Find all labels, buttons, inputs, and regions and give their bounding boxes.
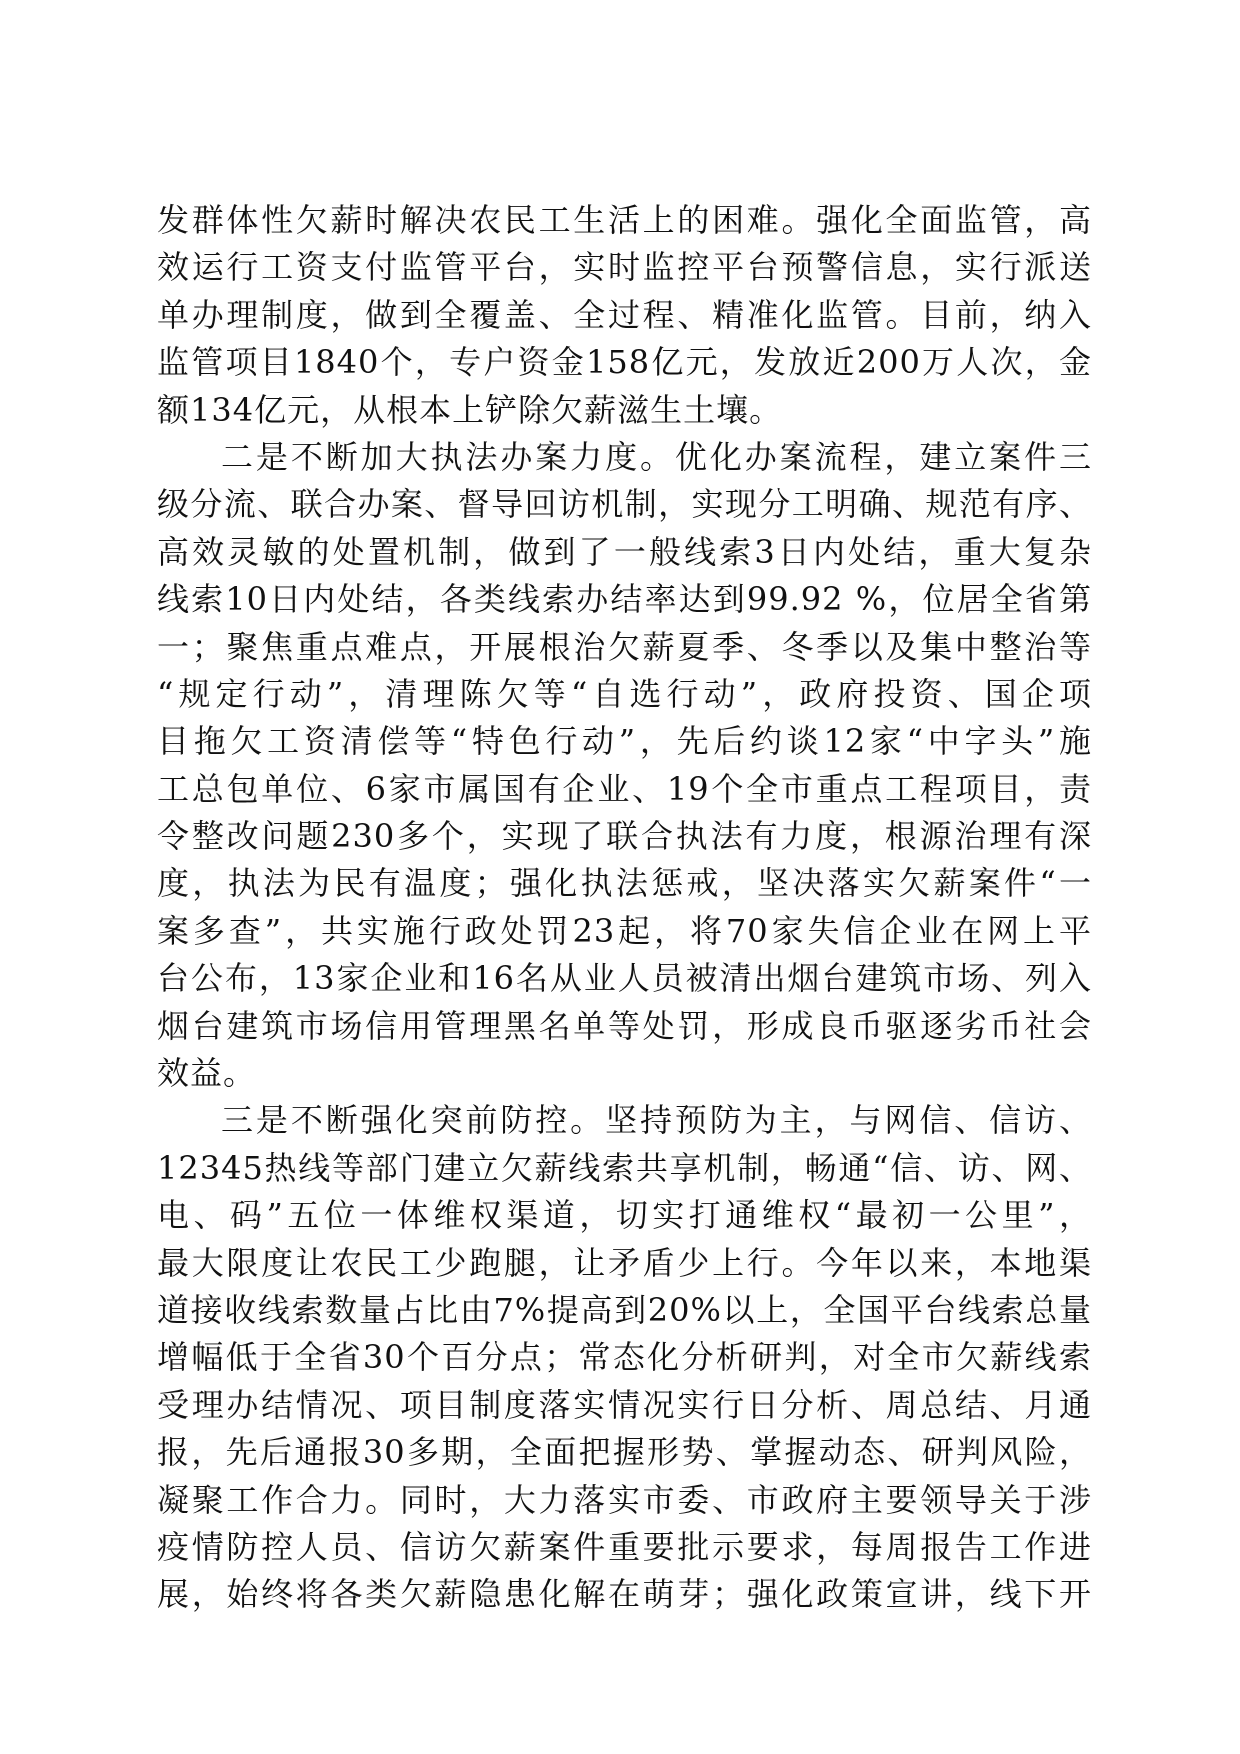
text-line: 目拖欠工资清偿等“特色行动”，先后约谈12家“中字头”施	[157, 722, 1092, 761]
text-line: 报，先后通报30多期，全面把握形势、掌握动态、研判风险，	[157, 1433, 1092, 1472]
text-line: 电、码”五位一体维权渠道，切实打通维权“最初一公里”，	[157, 1196, 1092, 1235]
text-line: 道接收线索数量占比由7%提高到20%以上，全国平台线索总量	[157, 1290, 1092, 1329]
text-line: 级分流、联合办案、督导回访机制，实现分工明确、规范有序、	[157, 485, 1092, 524]
text-line: 凝聚工作合力。同时，大力落实市委、市政府主要领导关于涉	[157, 1480, 1092, 1519]
paragraph-first-line: 三是不断强化突前防控。坚持预防为主，与网信、信访、	[221, 1101, 1092, 1140]
text-line: 效益。	[157, 1054, 257, 1093]
text-line: 烟台建筑市场信用管理黑名单等处罚，形成良币驱逐劣币社会	[157, 1006, 1092, 1045]
text-line: 高效灵敏的处置机制，做到了一般线索3日内处结，重大复杂	[157, 532, 1092, 571]
text-line: 监管项目1840个，专户资金158亿元，发放近200万人次，金	[157, 343, 1092, 382]
text-line: 工总包单位、6家市属国有企业、19个全市重点工程项目，责	[157, 769, 1092, 808]
text-line: 单办理制度，做到全覆盖、全过程、精准化监管。目前，纳入	[157, 295, 1092, 334]
text-line: 额134亿元，从根本上铲除欠薪滋生土壤。	[157, 390, 783, 429]
document-body	[157, 197, 1092, 1619]
text-line: 受理办结情况、项目制度落实情况实行日分析、周总结、月通	[157, 1385, 1092, 1424]
text-line: 台公布，13家企业和16名从业人员被清出烟台建筑市场、列入	[157, 959, 1092, 998]
text-line: 案多查”，共实施行政处罚23起，将70家失信企业在网上平	[157, 911, 1092, 950]
text-line: 令整改问题230多个，实现了联合执法有力度，根源治理有深	[157, 817, 1092, 856]
text-line: 展，始终将各类欠薪隐患化解在萌芽；强化政策宣讲，线下开	[157, 1575, 1092, 1614]
text-line: 一；聚焦重点难点，开展根治欠薪夏季、冬季以及集中整治等	[157, 627, 1092, 666]
text-line: 效运行工资支付监管平台，实时监控平台预警信息，实行派送	[157, 248, 1092, 287]
text-line: 增幅低于全省30个百分点；常态化分析研判，对全市欠薪线索	[157, 1338, 1092, 1377]
text-line: 线索10日内处结，各类线索办结率达到99.92 %，位居全省第	[157, 580, 1092, 619]
text-line: 疫情防控人员、信访欠薪案件重要批示要求，每周报告工作进	[157, 1527, 1092, 1566]
paragraph-first-line: 二是不断加大执法办案力度。优化办案流程，建立案件三	[221, 437, 1092, 476]
text-line: 度，执法为民有温度；强化执法惩戒，坚决落实欠薪案件“一	[157, 864, 1092, 903]
text-line: 12345热线等部门建立欠薪线索共享机制，畅通“信、访、网、	[157, 1148, 1092, 1187]
text-line: 最大限度让农民工少跑腿，让矛盾少上行。今年以来，本地渠	[157, 1243, 1092, 1282]
text-line: “规定行动”，清理陈欠等“自选行动”，政府投资、国企项	[157, 674, 1092, 713]
text-line: 发群体性欠薪时解决农民工生活上的困难。强化全面监管，高	[157, 201, 1092, 239]
